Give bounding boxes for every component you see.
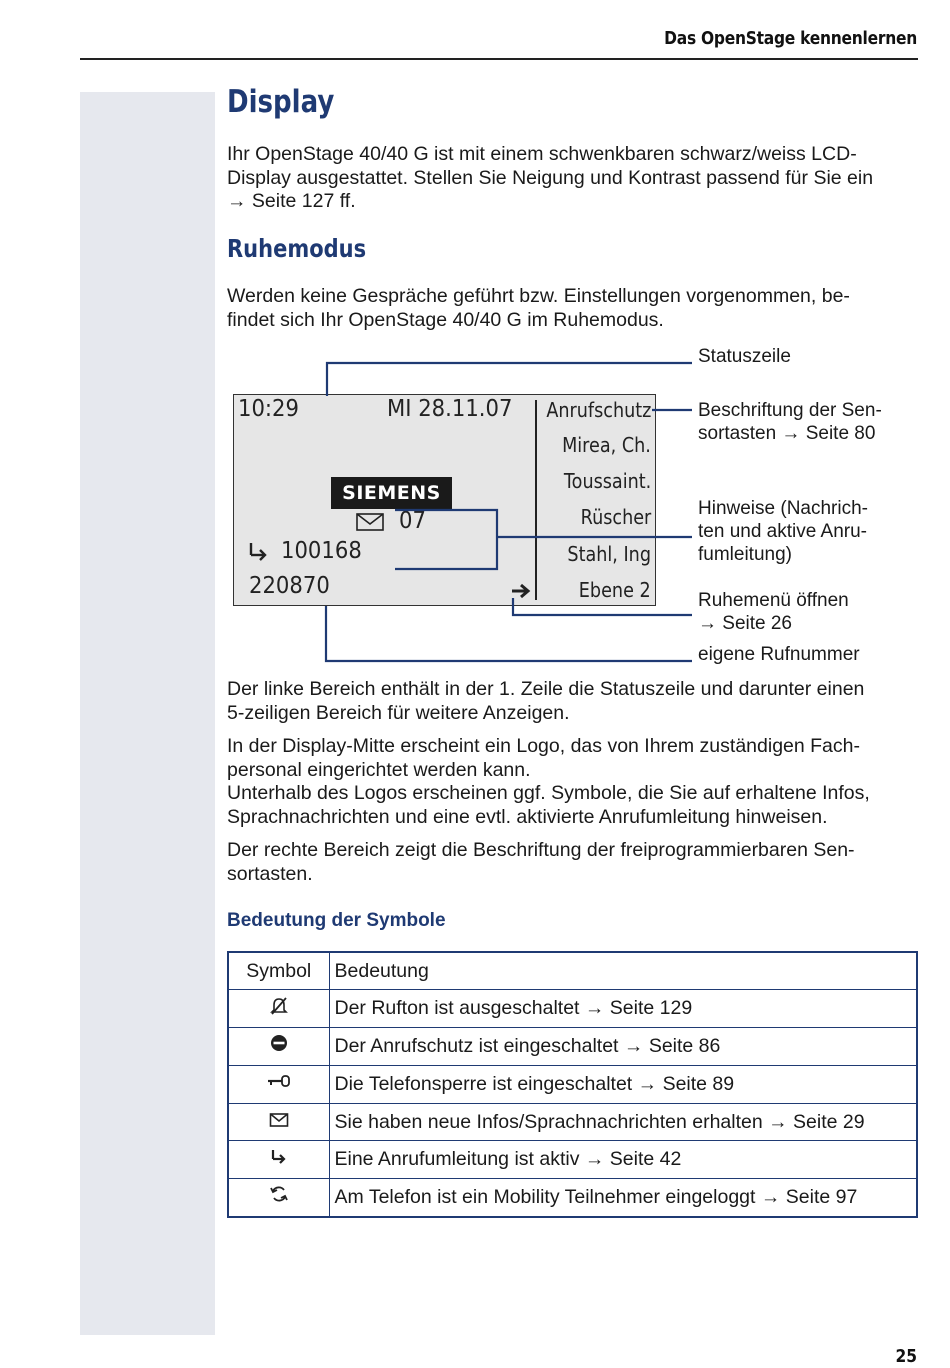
table-row (228, 1103, 917, 1141)
sensor-key-label: Anrufschutz (545, 398, 651, 422)
body-paragraph: In der Display-Mitte erscheint ein Logo, das von Ihrem zuständigen Fach- personal eingerichtet werden kann. Unterhalb des Logos erscheinen ggf. Symbole, die Sie auf erhaltene Infos, Sprachnachrichten und eine evtl. aktivierte Anrufumleitung hinweisen. (227, 735, 870, 828)
callout-statuszeile: Statuszeile (698, 346, 791, 367)
table-row (228, 1179, 917, 1217)
ruhemodus-paragraph: Werden keine Gespräche geführt bzw. Einstellungen vorgenommen, be- findet sich Ihr OpenStage 40/40 G im Ruhemodus. (227, 285, 850, 331)
table-row (228, 1028, 917, 1066)
sensor-key-label: Ebene 2 (579, 578, 651, 602)
column-header: Symbol (228, 952, 329, 990)
table-row (228, 990, 917, 1028)
bell-off-icon (269, 996, 289, 1016)
callout-rufnummer: eigene Rufnummer (698, 644, 860, 665)
lcd-forward-number: 100168 (281, 538, 362, 564)
envelope-icon (269, 1112, 289, 1128)
table-cell: Der Rufton ist ausgeschaltet → Seite 129 (329, 990, 917, 1028)
callout-hinweise: Hinweise (Nachrich- ten und aktive Anru- fumleitung) (698, 498, 868, 565)
section-title-ruhemodus: Ruhemodus (227, 234, 367, 263)
body-paragraph: Der linke Bereich enthält in der 1. Zeile die Statuszeile und darunter einen 5-zeiligen Bereich für weitere Anzeigen. (227, 678, 865, 724)
sensor-key-label: Toussaint. (563, 469, 651, 493)
table-header-row (228, 952, 917, 990)
section-title-display: Display (227, 84, 335, 120)
symbols-heading: Bedeutung der Symbole (227, 910, 446, 931)
lcd-date: MI 28.11.07 (387, 396, 513, 422)
table-cell: Am Telefon ist ein Mobility Teilnehmer eingeloggt → Seite 97 (329, 1179, 917, 1217)
key-lock-icon (266, 1072, 292, 1090)
symbols-table (227, 951, 918, 1218)
table-row (228, 1065, 917, 1103)
table-cell: Eine Anrufumleitung ist aktiv → Seite 42 (329, 1141, 917, 1179)
call-forward-icon (270, 1148, 288, 1166)
table-row (228, 1141, 917, 1179)
do-not-disturb-icon (269, 1033, 289, 1053)
body-paragraph: Der rechte Bereich zeigt die Beschriftung der freiprogrammierbaren Sen- sortasten. (227, 839, 855, 885)
lcd-message-count: 07 (399, 508, 426, 534)
table-cell: Die Telefonsperre ist eingeschaltet → Seite 89 (329, 1065, 917, 1103)
table-cell: Sie haben neue Infos/Sprachnachrichten erhalten → Seite 29 (329, 1103, 917, 1141)
display-paragraph: Ihr OpenStage 40/40 G ist mit einem schwenkbaren schwarz/weiss LCD- Display ausgestattet. Stellen Sie Neigung und Kontrast passend für Sie ein → Seite 127 ff. (227, 143, 874, 212)
lcd-logo: SIEMENS (331, 477, 452, 509)
callout-beschriftung: Beschriftung der Sen- sortasten → Seite 80 (698, 400, 882, 444)
running-header: Das OpenStage kennenlernen (664, 28, 917, 49)
sensor-key-label: Stahl, Ing (567, 542, 651, 566)
column-header: Bedeutung (329, 952, 917, 990)
sensor-key-label: Rüscher (580, 505, 651, 529)
table-cell: Der Anrufschutz ist eingeschaltet → Seite 86 (329, 1028, 917, 1066)
page-number: 25 (895, 1346, 917, 1367)
sensor-key-label: Mirea, Ch. (562, 433, 651, 457)
lcd-time: 10:29 (238, 396, 299, 422)
lcd-own-number: 220870 (249, 573, 330, 599)
mobility-icon (269, 1184, 289, 1204)
callout-ruhemenue: Ruhemenü öffnen → Seite 26 (698, 590, 849, 634)
